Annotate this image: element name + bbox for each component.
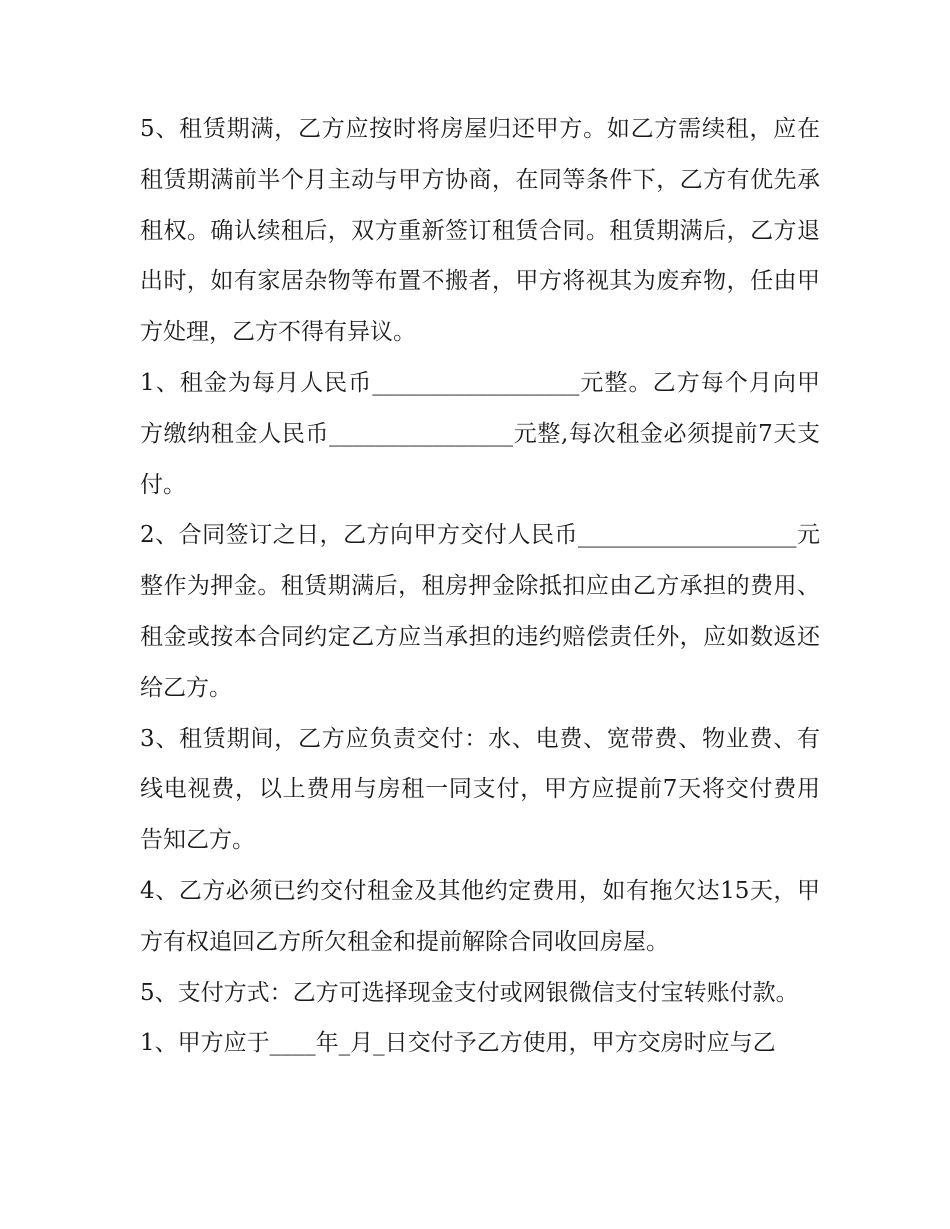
clause-utility-fees: 3、租赁期间，乙方应负责交付：水、电费、宽带费、物业费、有线电视费，以上费用与房租一同支付，甲方应提前7天将交付费用告知乙方。 [140,725,820,854]
clause-deposit: 2、合同签订之日，乙方向甲方交付人民币___________________元整作为押金。租赁期满后，租房押金除抵扣应由乙方承担的费用、租金或按本合同约定乙方应当承担的违约赔偿责任外，应如数返还给乙方。 [140,522,820,701]
clause-handover-date: 1、甲方应于____年_月_日交付予乙方使用，甲方交房时应与乙 [140,1030,776,1057]
clause-lease-expiry-renewal: 5、租赁期满，乙方应按时将房屋归还甲方。如乙方需续租，应在租赁期满前半个月主动与甲方协商，在同等条件下，乙方有优先承租权。确认续租后，双方重新签订租赁合同。租赁期满后，乙方退出时，如有家居杂物等布置不搬者，甲方将视其为废弃物，任由甲方处理，乙方不得有异议。 [140,116,820,346]
clause-payment-method: 5、支付方式：乙方可选择现金支付或网银微信支付宝转账付款。 [140,979,799,1006]
clause-monthly-rent: 1、租金为每月人民币__________________元整。乙方每个月向甲方缴纳租金人民币________________元整,每次租金必须提前7天支付。 [140,369,820,498]
clause-payment-arrears: 4、乙方必须已约交付租金及其他约定费用，如有拖欠达15天，甲方有权追回乙方所欠租金和提前解除合同收回房屋。 [140,877,820,955]
document-body [140,104,820,1069]
